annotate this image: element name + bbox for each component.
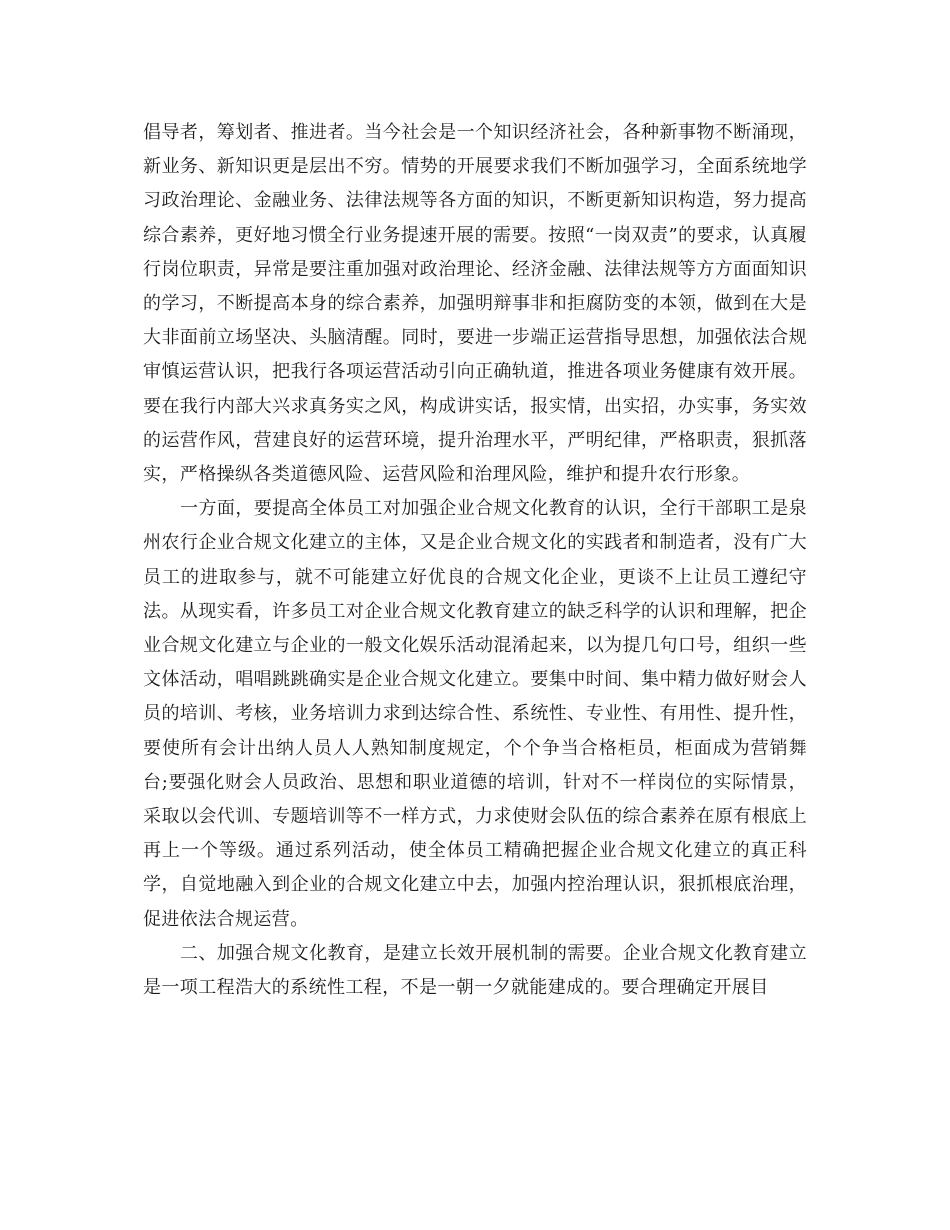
paragraph-employee-awareness: 一方面，要提高全体员工对加强企业合规文化教育的认识，全行干部职工是泉州农行企业合规文化建立的主体，又是企业合规文化的实践者和制造者，没有广大员工的进取参与，就不可能建立好优良的合规文化企业，更谈不上让员工遵纪守法。从现实看，许多员工对企业合规文化教育建立的缺乏科学的认识和理解，把企业合规文化建立与企业的一般文化娱乐活动混淆起来，以为提几句口号，组织一些文体活动，唱唱跳跳确实是企业合规文化建立。要集中时间、集中精力做好财会人员的培训、考核，业务培训力求到达综合性、系统性、专业性、有用性、提升性，要使所有会计出纳人员人人熟知制度规定，个个争当合格柜员，柜面成为营销舞台;要强化财会人员政治、思想和职业道德的培训，针对不一样岗位的实际情景，采取以会代训、专题培训等不一样方式，力求使财会队伍的综合素养在原有根底上再上一个等级。通过系列活动，使全体员工精确把握企业合规文化建立的真正科学，自觉地融入到企业的合规文化建立中去，加强内控治理认识，狠抓根底治理，促进依法合规运营。: [143, 498, 807, 930]
paragraph-section-two: 二、加强合规文化教育，是建立长效开展机制的需要。企业合规文化教育建立是一项工程浩大的系统性工程，不是一朝一夕就能建成的。要合理确定开展目: [143, 942, 807, 999]
body-text: [143, 116, 807, 1005]
paragraph-continued: 倡导者，筹划者、推进者。当今社会是一个知识经济社会，各种新事物不断涌现，新业务、新知识更是层出不穷。情势的开展要求我们不断加强学习，全面系统地学习政治理论、金融业务、法律法规等各方面的知识，不断更新知识构造，努力提高综合素养，更好地习惯全行业务提速开展的需要。按照“一岗双责”的要求，认真履行岗位职责，异常是要注重加强对政治理论、经济金融、法律法规等方方面面知识的学习，不断提高本身的综合素养，加强明辩事非和拒腐防变的本领，做到在大是大非面前立场坚决、头脑清醒。同时，要进一步端正运营指导思想，加强依法合规审慎运营认识，把我行各项运营活动引向正确轨道，推进各项业务健康有效开展。要在我行内部大兴求真务实之风，构成讲实话，报实情，出实招，办实事，务实效的运营作风，营建良好的运营环境，提升治理水平，严明纪律，严格职责，狠抓落实，严格操纵各类道德风险、运营风险和治理风险，维护和提升农行形象。: [143, 122, 807, 486]
